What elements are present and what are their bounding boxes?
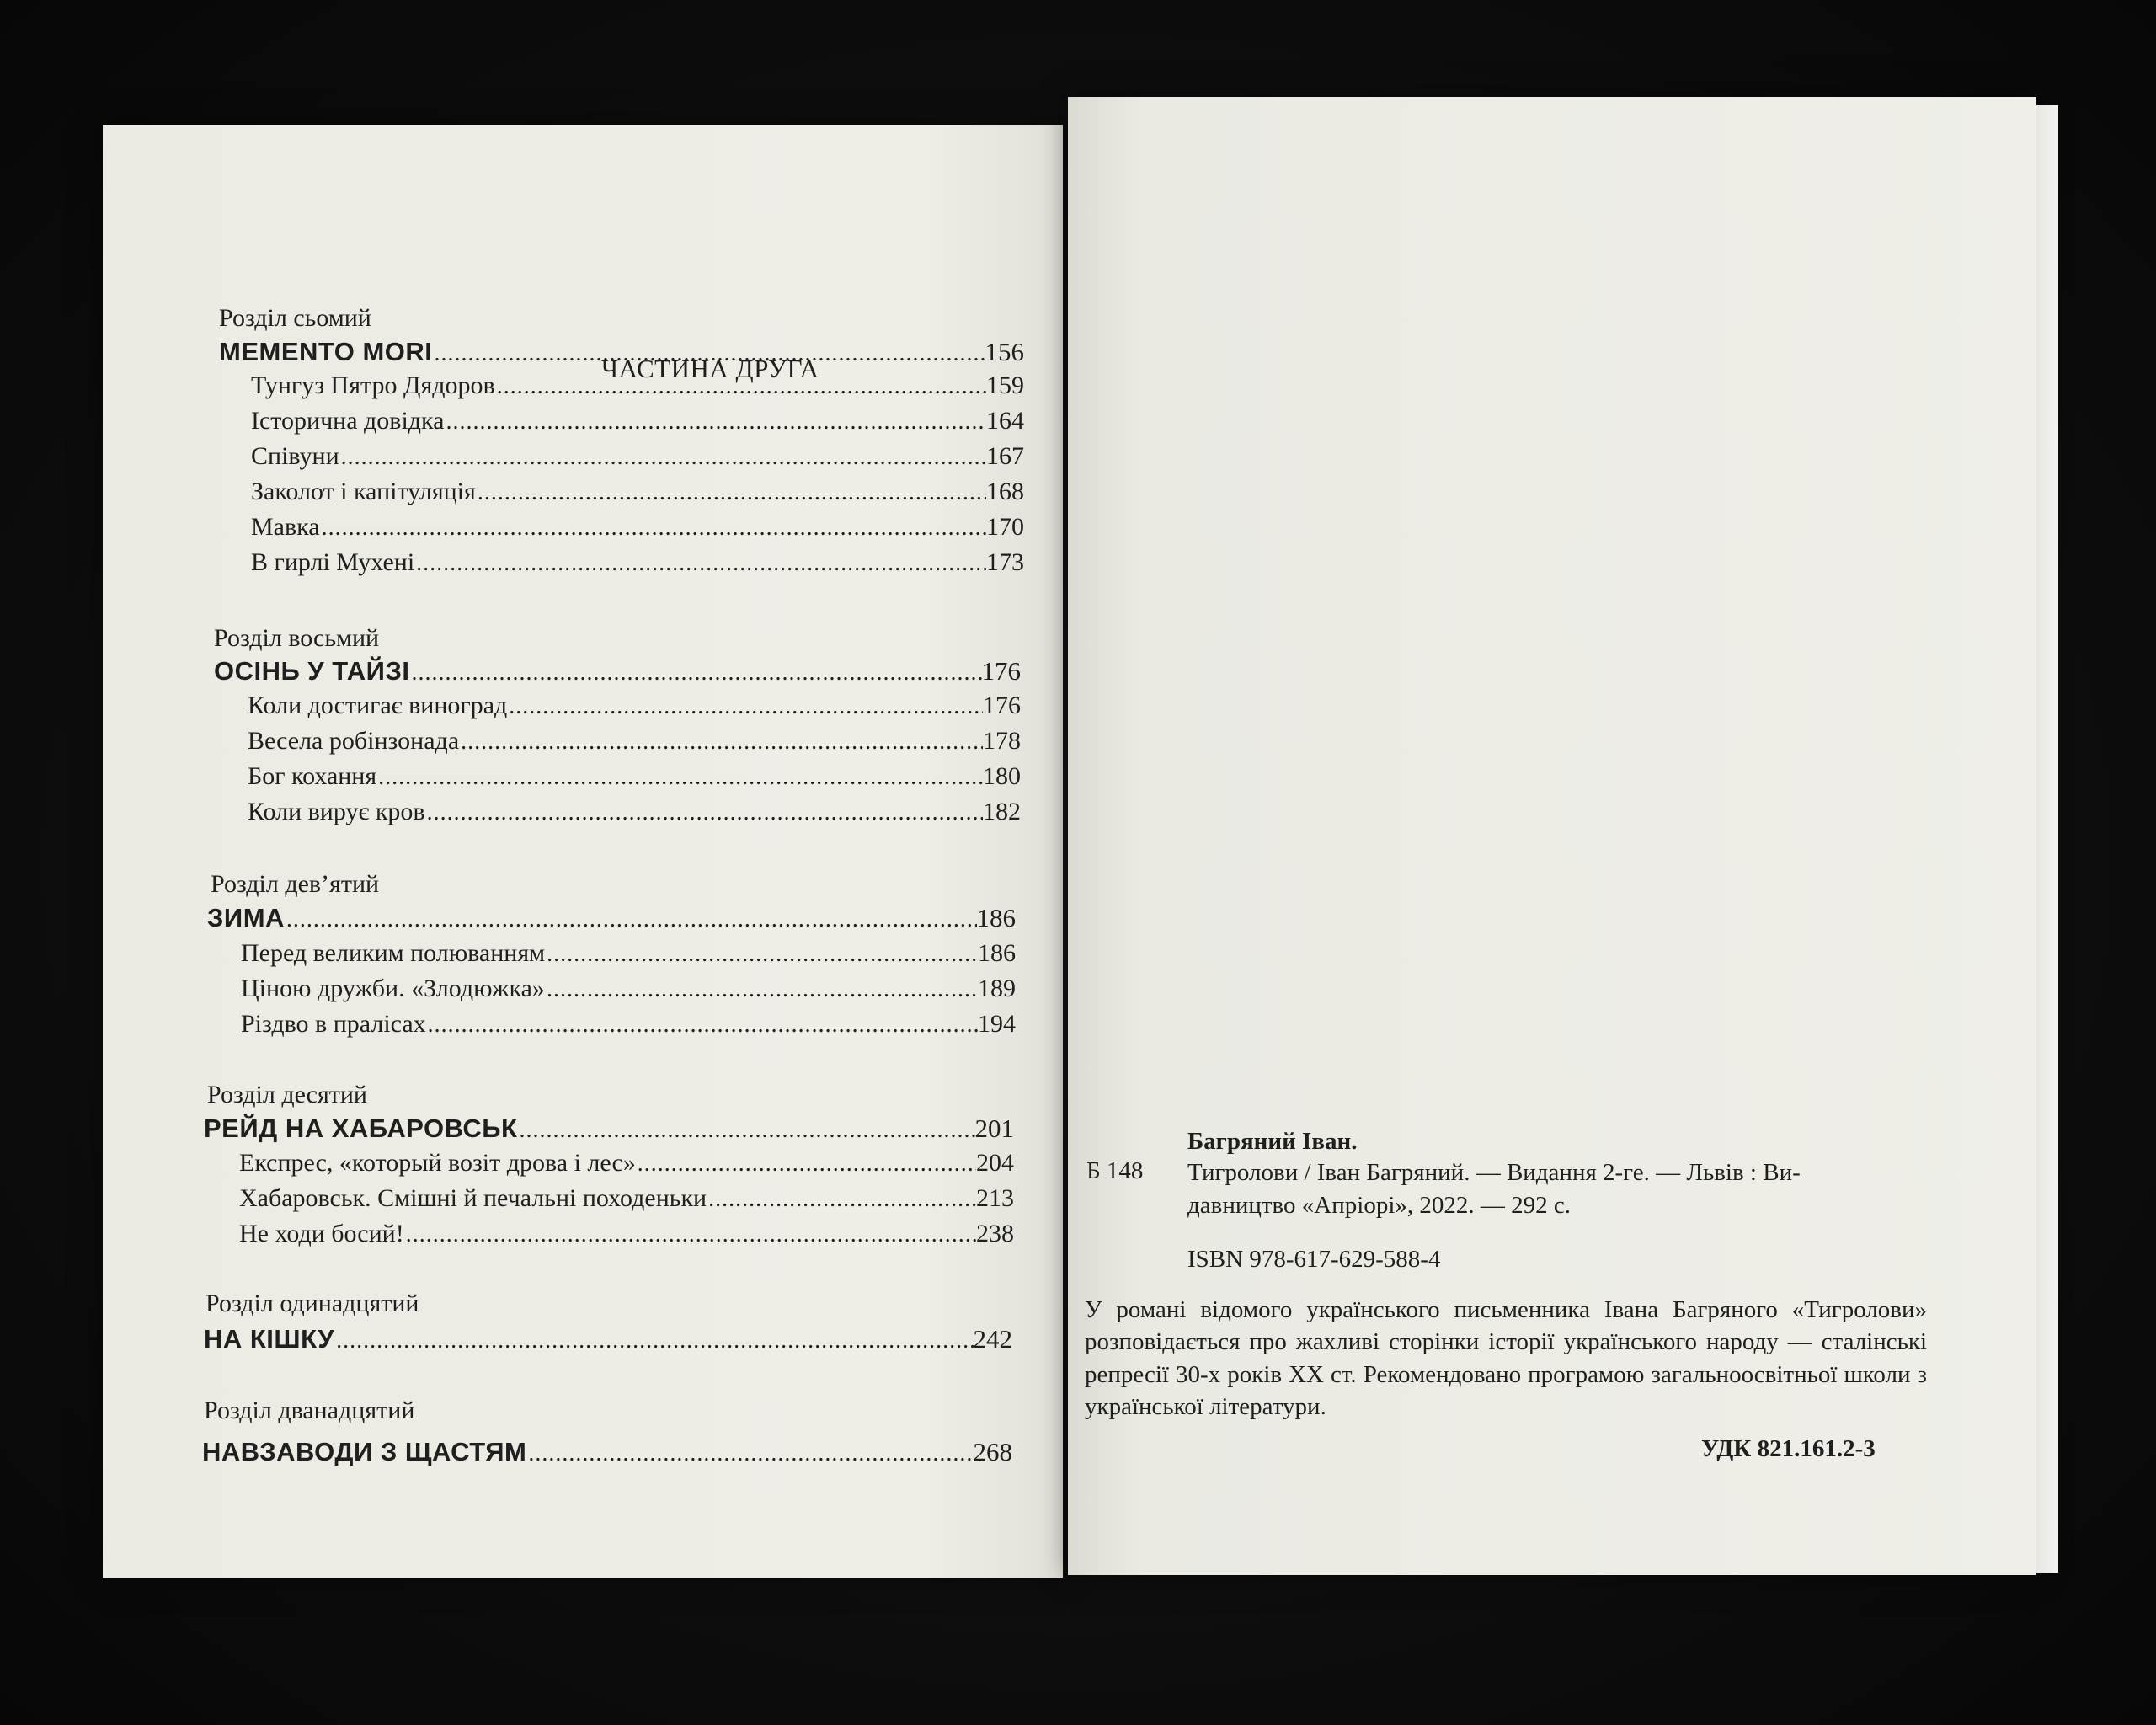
chapter-entry xyxy=(204,1114,1014,1144)
chapter-label: Розділ сьомий xyxy=(219,304,371,332)
author-heading: Багряний Іван. xyxy=(1187,1128,1358,1155)
chapter-entry-title: MEMENTO MORI xyxy=(219,337,433,366)
dot-leader xyxy=(478,479,986,506)
dot-leader xyxy=(434,340,985,367)
section-entry xyxy=(251,442,1024,471)
section-entry-title: Різдво в пралісах xyxy=(241,1010,426,1038)
page-edge xyxy=(2036,105,2058,1573)
section-entry-title: Коли достигає виноград xyxy=(248,692,508,719)
section-entry-page: 167 xyxy=(986,442,1024,470)
chapter-entry-page: 186 xyxy=(976,903,1016,932)
chapter-entry xyxy=(204,1324,1012,1354)
section-entry-page: 204 xyxy=(976,1149,1014,1177)
section-entry-title: Весела робінзонада xyxy=(248,727,460,755)
chapter-entry-title: РЕЙД НА ХАБАРОВСЬК xyxy=(204,1114,518,1143)
section-entry-title: Ціною дружби. «Злодюжка» xyxy=(241,975,545,1002)
dot-leader xyxy=(547,941,978,968)
chapter-entry-page: 201 xyxy=(974,1114,1014,1143)
section-entry-page: 186 xyxy=(978,939,1016,967)
dot-leader xyxy=(322,515,986,542)
dot-leader xyxy=(519,1117,974,1144)
section-entry-page: 213 xyxy=(976,1184,1014,1212)
chapter-entry-title: НАВЗАВОДИ З ЩАСТЯМ xyxy=(202,1437,527,1466)
section-entry-page: 180 xyxy=(983,762,1021,790)
dot-leader xyxy=(528,1440,973,1467)
dot-leader xyxy=(416,550,986,577)
section-entry-title: Експрес, «который возіт дрова і лес» xyxy=(239,1149,636,1177)
section-entry-page: 159 xyxy=(986,371,1024,399)
section-entry-title: Заколот і капітуляція xyxy=(251,478,476,505)
dot-leader xyxy=(509,693,983,720)
section-entry-page: 182 xyxy=(983,798,1021,825)
chapter-entry xyxy=(214,656,1021,686)
dot-leader xyxy=(286,906,977,933)
section-entry-page: 176 xyxy=(983,692,1021,719)
dot-leader xyxy=(428,1012,978,1039)
section-entry-page: 189 xyxy=(978,975,1016,1002)
section-entry xyxy=(248,692,1021,720)
section-entry xyxy=(251,407,1024,435)
section-entry-title: Співуни xyxy=(251,442,339,470)
chapter-entry-page: 268 xyxy=(973,1437,1012,1466)
part-title: ЧАСТИНА ДРУГА xyxy=(601,354,819,383)
section-entry xyxy=(251,548,1024,577)
section-entry-page: 238 xyxy=(976,1220,1014,1247)
section-entry xyxy=(251,513,1024,542)
section-entry xyxy=(251,371,1024,400)
section-entry xyxy=(241,939,1016,968)
section-entry-page: 170 xyxy=(986,513,1024,541)
chapter-entry-page: 242 xyxy=(973,1324,1012,1354)
section-entry xyxy=(248,762,1021,791)
section-entry xyxy=(248,798,1021,826)
dot-leader xyxy=(411,660,981,686)
dot-leader xyxy=(638,1151,976,1178)
section-entry xyxy=(241,975,1016,1003)
dot-leader xyxy=(547,976,978,1003)
chapter-entry-page: 156 xyxy=(985,337,1024,366)
dot-leader xyxy=(378,764,983,791)
section-entry-page: 173 xyxy=(986,548,1024,576)
section-entry-page: 178 xyxy=(983,727,1021,755)
chapter-label: Розділ одинадцятий xyxy=(205,1290,419,1317)
section-entry-title: Бог кохання xyxy=(248,762,377,790)
section-entry-title: Не ходи босий! xyxy=(239,1220,404,1247)
section-entry xyxy=(251,478,1024,506)
chapter-label: Розділ десятий xyxy=(207,1081,367,1108)
section-entry-page: 194 xyxy=(978,1010,1016,1038)
chapter-entry-title: ОСІНЬ У ТАЙЗІ xyxy=(214,656,410,686)
dot-leader xyxy=(336,1327,973,1354)
table-of-contents xyxy=(103,125,1063,1578)
dot-leader xyxy=(708,1186,976,1213)
chapter-entry xyxy=(207,903,1016,933)
isbn: ISBN 978-617-629-588-4 xyxy=(1187,1246,1441,1273)
section-entry-title: В гирлі Мухені xyxy=(251,548,415,576)
chapter-entry xyxy=(219,337,1024,367)
section-entry-title: Мавка xyxy=(251,513,320,541)
dot-leader xyxy=(446,409,987,435)
section-entry xyxy=(241,1010,1016,1039)
chapter-label: Розділ дванадцятий xyxy=(204,1397,415,1424)
dot-leader xyxy=(406,1221,976,1248)
chapter-label: Розділ дев’ятий xyxy=(211,870,380,898)
section-entry-page: 168 xyxy=(986,478,1024,505)
section-entry xyxy=(248,727,1021,756)
chapter-label: Розділ восьмий xyxy=(214,624,380,652)
dot-leader xyxy=(341,444,986,471)
dot-leader xyxy=(427,799,983,826)
section-entry-title: Історична довідка xyxy=(251,407,445,435)
imprint-line-1: Тигролови / Іван Багряний. — Видання 2-ге. — Львів : Ви- xyxy=(1187,1159,1801,1186)
chapter-entry xyxy=(202,1437,1012,1467)
dot-leader xyxy=(461,729,983,756)
section-entry-title: Тунгуз Пятро Дядоров xyxy=(251,371,495,399)
section-entry-title: Перед великим полюванням xyxy=(241,939,546,967)
section-entry-title: Коли вирує кров xyxy=(248,798,425,825)
dot-leader xyxy=(497,373,986,400)
chapter-entry-title: НА КІШКУ xyxy=(204,1324,335,1354)
section-entry xyxy=(239,1149,1014,1178)
chapter-entry-page: 176 xyxy=(981,656,1021,686)
section-entry xyxy=(239,1184,1014,1213)
library-code: Б 148 xyxy=(1086,1157,1144,1184)
annotation: У романі відомого українського письменника Івана Багряного «Тигролови» розповідається про жахливі сторінки історії українського народу — сталінські репресії 30-х років XX ст. Рекомендовано програмою загальноосвітньої школи з української літератури. xyxy=(1085,1296,1927,1420)
udk-code: УДК 821.161.2-3 xyxy=(1701,1435,1876,1462)
section-entry-title: Хабаровськ. Смішні й печальні походеньки xyxy=(239,1184,707,1212)
imprint-line-2: давництво «Апріорі», 2022. — 292 с. xyxy=(1187,1192,1571,1219)
section-entry-page: 164 xyxy=(986,407,1024,435)
left-page xyxy=(103,125,1063,1578)
section-entry xyxy=(239,1220,1014,1248)
chapter-entry-title: ЗИМА xyxy=(207,903,285,932)
